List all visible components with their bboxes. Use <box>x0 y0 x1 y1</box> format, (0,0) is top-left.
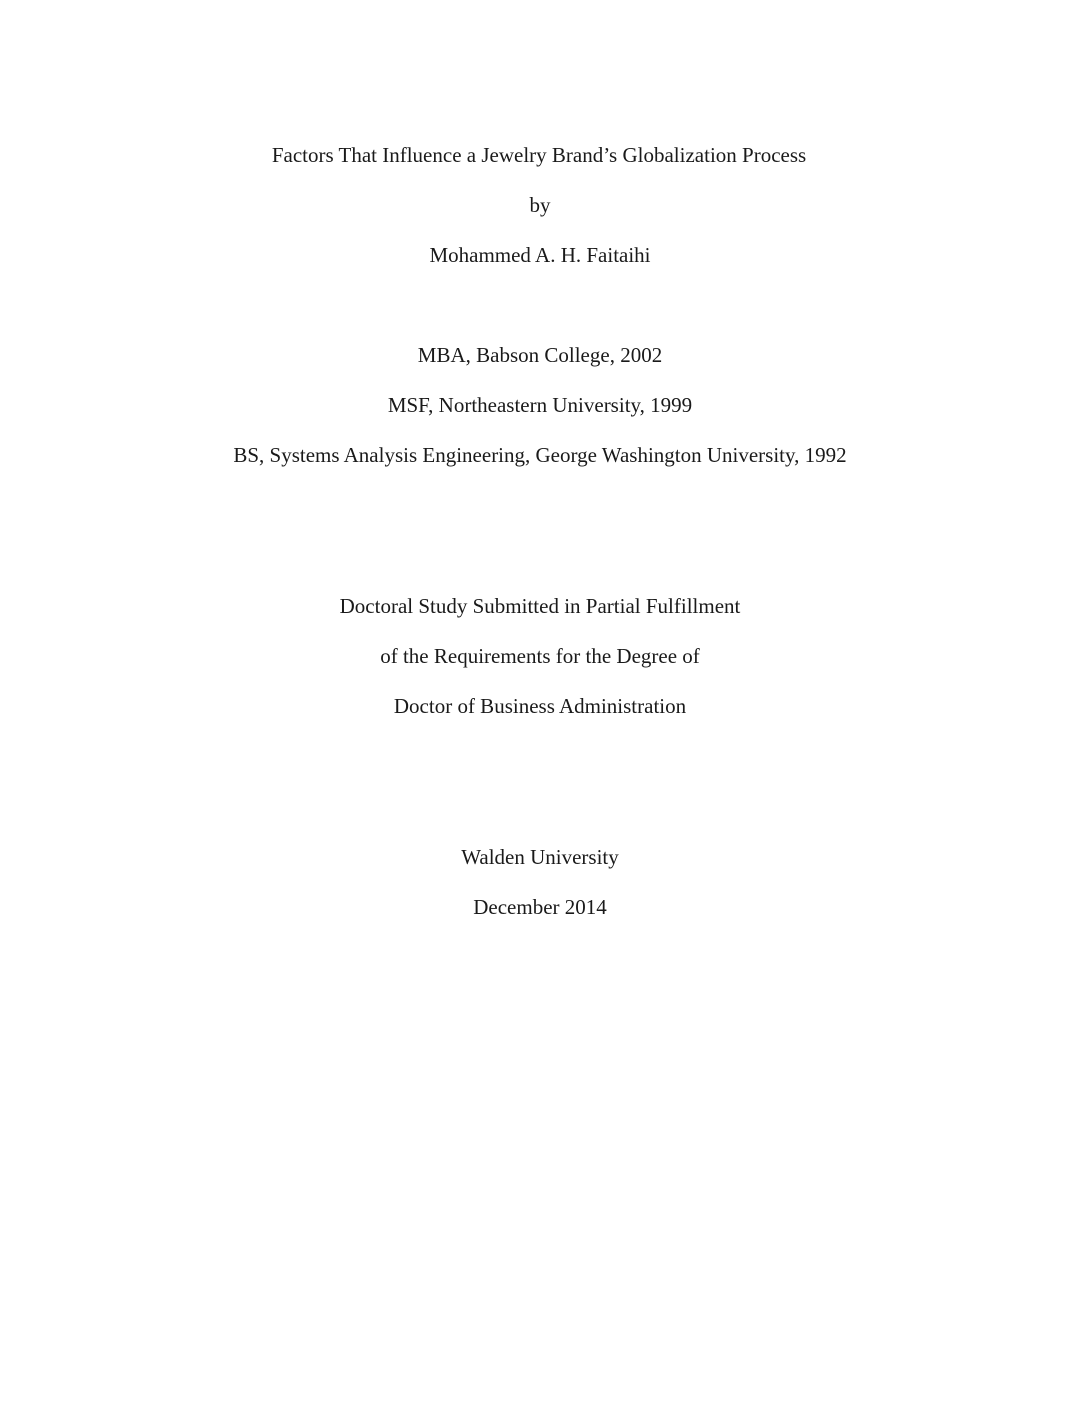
author-name: Mohammed A. H. Faitaihi <box>429 243 651 267</box>
submission-statement-line-1: Doctoral Study Submitted in Partial Fulfillment <box>339 594 741 618</box>
thesis-title: Factors That Influence a Jewelry Brand’s Globalization Process <box>271 143 807 167</box>
degree-name: Doctor of Business Administration <box>393 694 687 718</box>
prior-degree-bs: BS, Systems Analysis Engineering, George Washington University, 1992 <box>233 443 847 467</box>
prior-degree-mba: MBA, Babson College, 2002 <box>417 343 663 367</box>
submission-statement-line-2: of the Requirements for the Degree of <box>380 644 700 668</box>
prior-degree-msf: MSF, Northeastern University, 1999 <box>387 393 693 417</box>
by-line: by <box>529 193 551 217</box>
submission-date: December 2014 <box>473 895 607 919</box>
institution-name: Walden University <box>461 845 619 869</box>
